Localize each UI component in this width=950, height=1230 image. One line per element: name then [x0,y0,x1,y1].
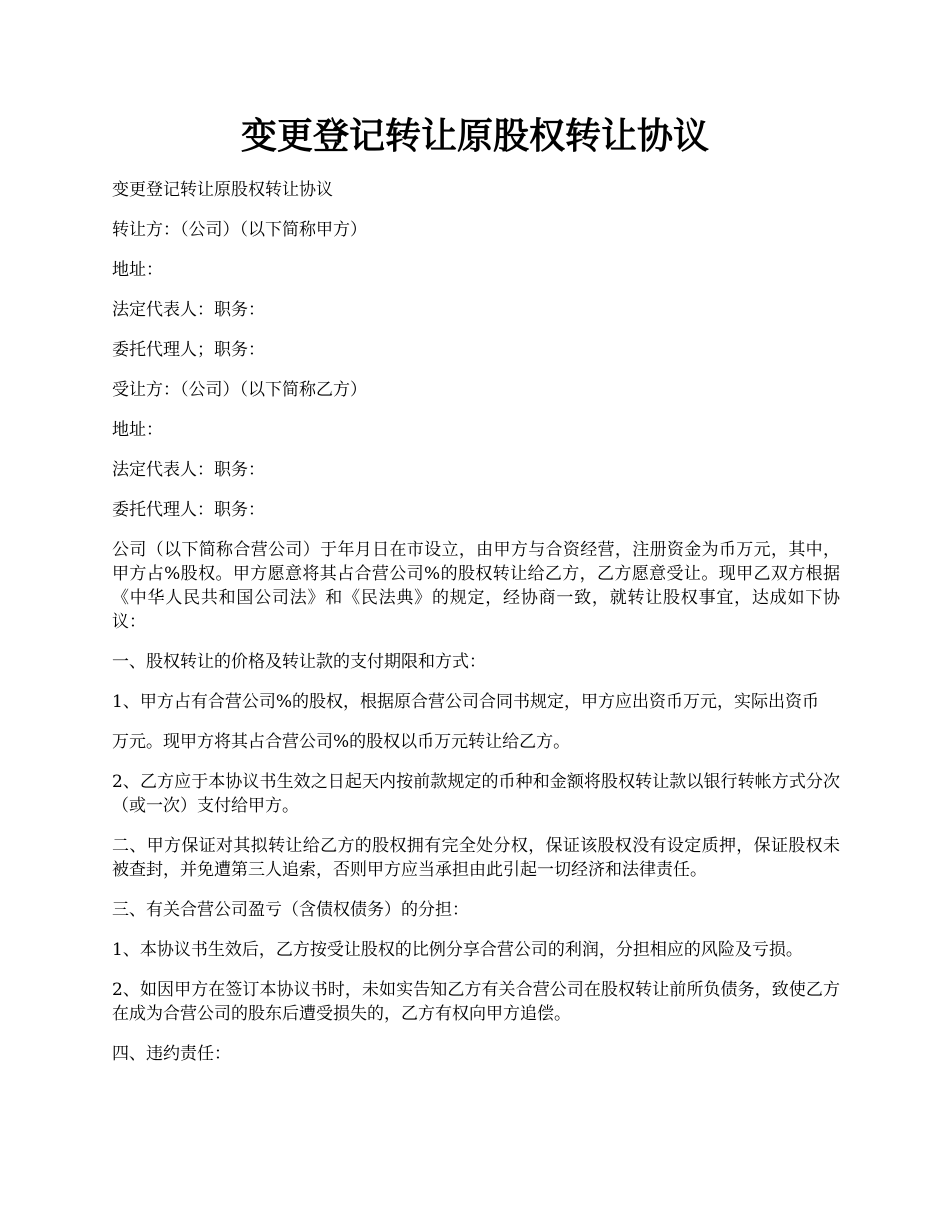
paragraph-transferor-address: 地址： [112,260,163,280]
paragraph-section-4-heading: 四、违约责任： [112,1044,231,1064]
paragraph-transferee-address: 地址： [112,420,163,440]
paragraph-section-1-heading: 一、股权转让的价格及转让款的支付期限和方式： [112,652,486,672]
paragraph-transferee: 受让方：（公司）（以下简称乙方） [112,380,367,400]
paragraph-section-3-item-1: 1、本协议书生效后，乙方按受让股权的比例分享合营公司的利润，分担相应的风险及亏损。 [112,940,803,960]
paragraph-section-3-heading: 三、有关合营公司盈亏（含债权债务）的分担： [112,900,469,920]
paragraph-transferor-agent: 委托代理人；职务： [112,340,265,360]
paragraph-transferor-legal-rep: 法定代表人：职务： [112,300,265,320]
paragraph-section-1-item-1-cont: 万元。现甲方将其占合营公司%的股权以币万元转让给乙方。 [112,732,571,752]
paragraph-section-1-item-2: 2、乙方应于本协议书生效之日起天内按前款规定的币种和金额将股权转让款以银行转帐方式分次（或一次）支付给甲方。 [112,772,840,816]
paragraph-section-1-item-1: 1、甲方占有合营公司%的股权，根据原合营公司合同书规定，甲方应出资币万元，实际出资币 [112,692,819,712]
paragraph-transferee-agent: 委托代理人：职务： [112,500,265,520]
paragraph-section-2: 二、甲方保证对其拟转让给乙方的股权拥有完全处分权，保证该股权没有设定质押，保证股权未被查封，并免遭第三人追索，否则甲方应当承担由此引起一切经济和法律责任。 [112,836,840,880]
paragraph-preamble: 公司（以下简称合营公司）于年月日在市设立，由甲方与合资经营，注册资金为币万元，其中，甲方占%股权。甲方愿意将其占合营公司%的股权转让给乙方，乙方愿意受让。现甲乙双方根据《中华人民共和国公司法》和《民法典》的规定，经协商一致，就转让股权事宜，达成如下协议： [112,540,840,632]
document-body [112,178,840,1082]
document-title: 变更登记转让原股权转让协议 [240,115,709,157]
paragraph-subtitle: 变更登记转让原股权转让协议 [112,180,333,200]
paragraph-transferee-legal-rep: 法定代表人：职务： [112,460,265,480]
paragraph-transferor: 转让方：（公司）（以下简称甲方） [112,220,367,240]
paragraph-section-3-item-2: 2、如因甲方在签订本协议书时，未如实告知乙方有关合营公司在股权转让前所负债务，致使乙方在成为合营公司的股东后遭受损失的，乙方有权向甲方追偿。 [112,980,840,1024]
